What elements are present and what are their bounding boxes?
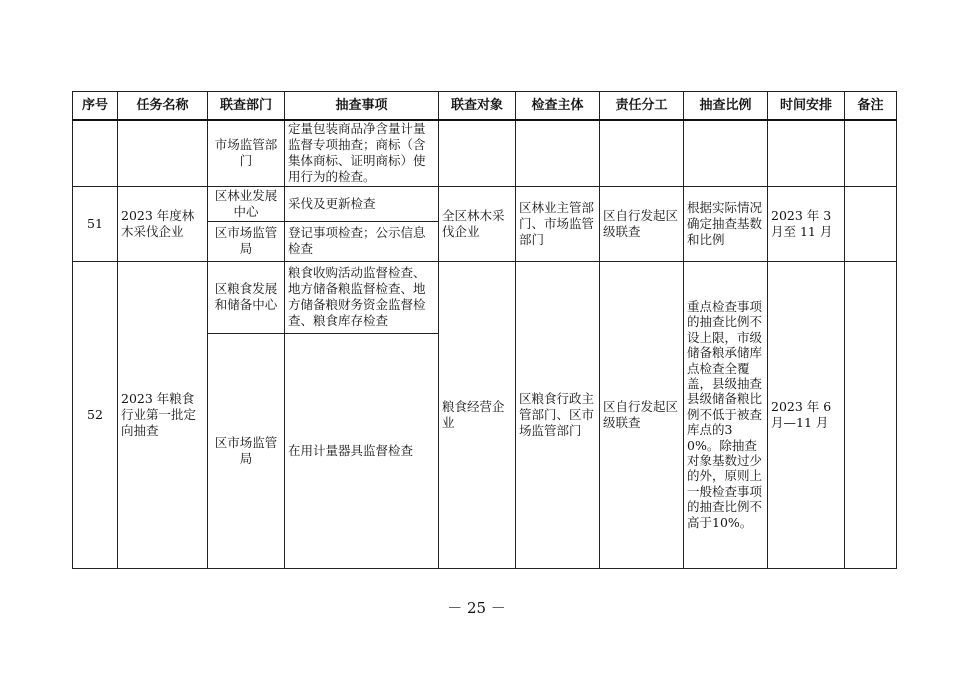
cell-dept: 区林业发展中心: [208, 186, 285, 221]
cell-duty: 区自行发起区级联查: [600, 186, 684, 261]
header-note: 备注: [845, 92, 897, 121]
cell-object: 全区林木采伐企业: [439, 186, 516, 261]
header-row: [73, 92, 897, 121]
table-row: [73, 120, 897, 186]
cell-serial: 52: [73, 261, 118, 568]
header-dept: 联查部门: [208, 92, 285, 121]
cell-empty: [684, 120, 768, 186]
cell-empty: [845, 120, 897, 186]
cell-dept: 区粮食发展和储备中心: [208, 261, 285, 333]
cell-dept: 区市场监管局: [208, 221, 285, 261]
cell-empty: [439, 120, 516, 186]
cell-items: 粮食收购活动监督检查、地方储备粮监督检查、地方储备粮财务资金监督检查、粮食库存检查: [285, 261, 439, 333]
cell-empty: [768, 120, 845, 186]
header-object: 联查对象: [439, 92, 516, 121]
cell-task: 2023 年度林木采伐企业: [118, 186, 208, 261]
cell-empty: [600, 120, 684, 186]
cell-items: 登记事项检查；公示信息检查: [285, 221, 439, 261]
cell-empty: [516, 120, 600, 186]
cell-subject: 区林业主管部门、市场监管部门: [516, 186, 600, 261]
page-number: － 25 －: [447, 599, 506, 617]
inspection-plan-table: [72, 91, 897, 569]
cell-time: 2023 年 3 月至 11 月: [768, 186, 845, 261]
cell-note: [845, 261, 897, 568]
header-time: 时间安排: [768, 92, 845, 121]
cell-note: [845, 186, 897, 261]
table-row: [73, 186, 897, 221]
header-task-name: 任务名称: [118, 92, 208, 121]
cell-empty: [73, 120, 118, 186]
cell-serial: 51: [73, 186, 118, 261]
header-items: 抽查事项: [285, 92, 439, 121]
table-row: [73, 261, 897, 333]
cell-dept: 区市场监管局: [208, 333, 285, 568]
cell-ratio: 重点检查事项的抽查比例不设上限，市级储备粮承储库点检查全覆盖，县级抽查县级储备粮比例不低于被查库点的30%。除抽查对象基数过少的外，原则上一般检查事项的抽查比例不高于10%。: [684, 261, 768, 568]
cell-task: 2023 年粮食行业第一批定向抽查: [118, 261, 208, 568]
cell-items: 在用计量器具监督检查: [285, 333, 439, 568]
header-duty: 责任分工: [600, 92, 684, 121]
cell-items: 采伐及更新检查: [285, 186, 439, 221]
header-subject: 检查主体: [516, 92, 600, 121]
cell-items: 定量包装商品净含量计量监督专项抽查；商标（含集体商标、证明商标）使用行为的检查。: [285, 120, 439, 186]
cell-dept: 市场监管部门: [208, 120, 285, 186]
cell-object: 粮食经营企业: [439, 261, 516, 568]
cell-duty: 区自行发起区级联查: [600, 261, 684, 568]
cell-time: 2023 年 6 月—11 月: [768, 261, 845, 568]
header-serial: 序号: [73, 92, 118, 121]
header-ratio: 抽查比例: [684, 92, 768, 121]
cell-empty: [118, 120, 208, 186]
cell-subject: 区粮食行政主管部门、区市场监管部门: [516, 261, 600, 568]
cell-ratio: 根据实际情况确定抽查基数和比例: [684, 186, 768, 261]
